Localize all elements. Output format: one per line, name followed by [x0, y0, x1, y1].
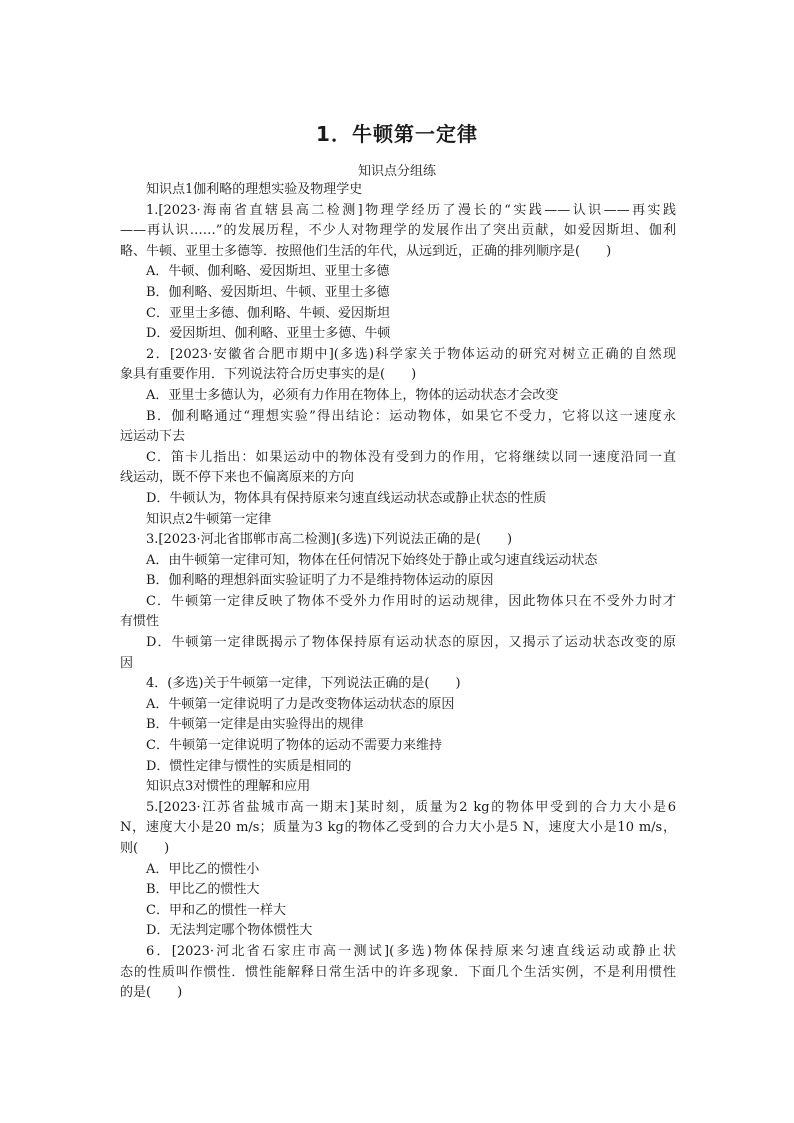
- knowledge-point-heading: 知识点1伽利略的理想实验及物理学史: [146, 182, 363, 197]
- question-5-option-d: D．无法判定哪个物体惯性大: [146, 923, 313, 939]
- document-title: 1．牛顿第一定律: [316, 122, 478, 146]
- question-3-option-b: B．伽利略的理想斜面实验证明了力不是维持物体运动的原因: [146, 573, 494, 589]
- question-6-stem: 态的性质叫作惯性．惯性能解释日常生活中的许多现象．下面几个生活实例，不是利用惯性: [120, 964, 676, 980]
- question-3-option-a: A．由牛顿第一定律可知，物体在任何情况下始终处于静止或匀速直线运动状态: [146, 552, 598, 568]
- section-subtitle: 知识点分组练: [357, 164, 436, 179]
- question-2-option-a: A．亚里士多德认为，必须有力作用在物体上，物体的运动状态才会改变: [146, 387, 559, 403]
- question-2-option-b: 远运动下去: [120, 429, 186, 445]
- question-1-option-d: D．爱因斯坦、伽利略、亚里士多德、牛顿: [146, 326, 391, 342]
- question-1-stem: 1.[2023·海南省直辖县高二检测]物理学经历了漫长的“实践——认识——再实践: [146, 202, 676, 218]
- question-6-stem: 的是( ): [120, 985, 183, 1001]
- question-1-stem: ——再认识……”的发展历程，不少人对物理学的发展作出了突出贡献，如爱因斯坦、伽利: [120, 223, 676, 239]
- question-1-option-c: C．亚里士多德、伽利略、牛顿、爱因斯坦: [146, 305, 390, 321]
- question-4-option-a: A．牛顿第一定律说明了力是改变物体运动状态的原因: [146, 696, 455, 712]
- question-1-stem: 略、牛顿、亚里士多德等．按照他们生活的年代，从远到近，正确的排列顺序是( ): [120, 243, 612, 259]
- question-5-stem: 则( ): [120, 841, 170, 856]
- question-5-option-b: B．甲比乙的惯性大: [146, 882, 260, 898]
- question-3-option-c: C．牛顿第一定律反映了物体不受外力作用时的运动规律，因此物体只在不受外力时才: [146, 593, 676, 609]
- question-4-stem: 4．(多选)关于牛顿第一定律，下列说法正确的是( ): [146, 676, 461, 692]
- question-1-option-b: B．伽利略、爱因斯坦、牛顿、亚里士多德: [146, 284, 390, 300]
- question-2-stem: 象具有重要作用．下列说法符合历史事实的是( ): [120, 367, 417, 383]
- knowledge-point-heading: 知识点3对惯性的理解和应用: [146, 779, 311, 795]
- question-6-stem: 6．[2023·河北省石家庄市高一测试](多选)物体保持原来匀速直线运动或静止状: [146, 943, 676, 959]
- question-4-option-c: C．牛顿第一定律说明了物体的运动不需要力来维持: [146, 738, 442, 754]
- question-2-stem: 2．[2023·安徽省合肥市期中](多选)科学家关于物体运动的研究对树立正确的自然现: [146, 346, 676, 362]
- question-3-stem: 3.[2023·河北省邯郸市高二检测](多选)下列说法正确的是( ): [146, 532, 513, 548]
- question-5-option-c: C．甲和乙的惯性一样大: [146, 902, 286, 918]
- question-5-stem: 5.[2023·江苏省盐城市高一期末]某时刻，质量为2 kg的物体甲受到的合力大小是6: [146, 799, 676, 815]
- question-2-option-b: B．伽利略通过“理想实验”得出结论：运动物体，如果它不受力，它将以这一速度永: [146, 408, 676, 424]
- question-2-option-c: 线运动，既不停下来也不偏离原来的方向: [120, 470, 355, 486]
- question-3-option-c: 有惯性: [120, 614, 160, 630]
- question-5-stem: N，速度大小是20 m/s；质量为3 kg的物体乙受到的合力大小是5 N，速度大小是10 m/s，: [120, 820, 676, 836]
- question-3-option-d: D．牛顿第一定律既揭示了物体保持原有运动状态的原因，又揭示了运动状态改变的原: [146, 635, 676, 651]
- question-4-option-d: D．惯性定律与惯性的实质是相同的: [146, 758, 352, 774]
- document-body: [120, 180, 676, 1004]
- question-2-option-d: D．牛顿认为，物体具有保持原来匀速直线运动状态或静止状态的性质: [146, 490, 547, 506]
- question-2-option-c: C．笛卡儿指出：如果运动中的物体没有受到力的作用，它将继续以同一速度沿同一直: [146, 449, 676, 465]
- knowledge-point-heading: 知识点2牛顿第一定律: [146, 511, 272, 527]
- question-4-option-b: B．牛顿第一定律是由实验得出的规律: [146, 717, 364, 733]
- question-3-option-d: 因: [120, 655, 134, 671]
- question-5-option-a: A．甲比乙的惯性小: [146, 861, 260, 877]
- question-1-option-a: A．牛顿、伽利略、爱因斯坦、亚里士多德: [146, 264, 390, 280]
